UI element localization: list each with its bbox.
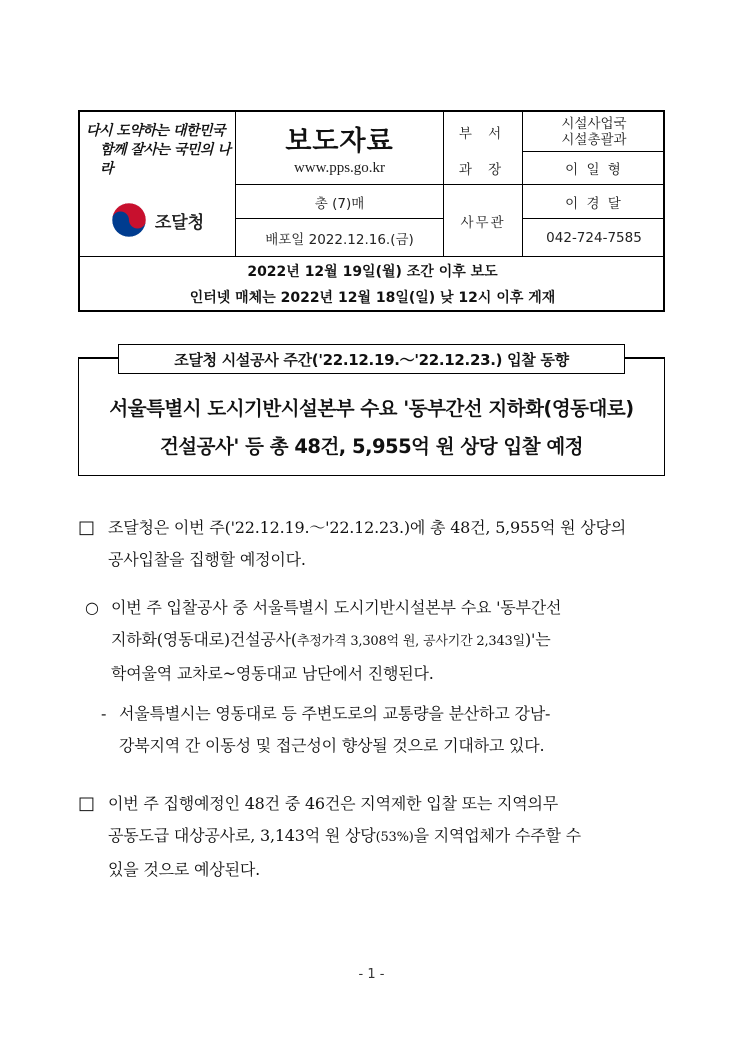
agency-name: 조달청: [154, 212, 205, 233]
taegeuk-emblem-icon: [111, 202, 147, 238]
paragraph-3-line1: 서울특별시는 영동대로 등 주변도로의 교통량을 분산하고 강남-: [119, 704, 551, 723]
headline: [78, 390, 665, 466]
headline-line1: 서울특별시 도시기반시설본부 수요 '동부간선 지하화(영동대로): [109, 397, 634, 420]
release-date: 배포일 2022.12.16.(금): [265, 231, 414, 248]
dept-value-line2: 시설총괄과: [561, 131, 627, 148]
paragraph-2-line2-b: )'는: [525, 630, 551, 649]
dept-value: [523, 112, 665, 151]
title-block: [236, 112, 443, 184]
paragraph-4-line1: 이번 주 집행예정인 48건 중 46건은 지역제한 입찰 또는 지역의무: [108, 794, 559, 813]
paragraph-4: [78, 788, 665, 886]
dept-value-line1: 시설사업국: [561, 115, 627, 132]
page-count: 총 (7)매: [314, 195, 365, 212]
paragraph-4-line2: [78, 820, 665, 854]
paragraph-1-line2: 공사입찰을 집행할 예정이다.: [108, 550, 306, 569]
embargo-notice: [80, 257, 665, 312]
slogan-line2: 함께 잘사는 국민의 나라: [100, 141, 231, 177]
website-url: www.pps.go.kr: [293, 160, 386, 176]
paragraph-2-line2: [85, 624, 665, 658]
dash-bullet: -: [101, 704, 107, 723]
paragraph-2-line1: 이번 주 입찰공사 중 서울특별시 도시기반시설본부 수요 '동부간선: [111, 598, 562, 617]
paragraph-3-line2: 강북지역 간 이동성 및 접근성이 향상될 것으로 기대하고 있다.: [119, 736, 545, 755]
officer-value: 이 경 달: [565, 195, 623, 212]
officer-label: 사무관: [460, 214, 506, 231]
director-value: 이 일 형: [565, 162, 623, 178]
share-percent: (53%): [375, 830, 414, 845]
paragraph-2-line2-a: 지하화(영동대로)건설공사(: [111, 630, 297, 649]
press-release-header: [78, 110, 665, 312]
phone-number: 042-724-7585: [546, 229, 642, 246]
circle-bullet: ○: [85, 598, 99, 617]
slogan-line1: 다시 도약하는 대한민국: [86, 122, 225, 139]
slogan: [86, 118, 232, 182]
paragraph-4-line3: 있을 것으로 예상된다.: [108, 860, 260, 879]
headline-line2: 건설공사' 등 총 48건, 5,955억 원 상당 입찰 예정: [159, 435, 584, 458]
embargo-line1: 2022년 12월 19일(월) 조간 이후 보도: [247, 263, 498, 280]
paragraph-1-line1: 조달청은 이번 주('22.12.19.～'22.12.23.)에 총 48건, 5,955억 원 상당의: [108, 518, 627, 537]
paragraph-3: [101, 698, 665, 762]
paragraph-1: [78, 512, 665, 576]
square-bullet: □: [78, 517, 95, 538]
agency-logo: [80, 184, 235, 256]
paragraph-4-line2-a: 공동도급 대상공사로, 3,143억 원 상당: [108, 826, 376, 845]
paragraph-4-line2-b: 을 지역업체가 수주할 수: [413, 826, 581, 845]
square-bullet: □: [78, 793, 95, 814]
estimate-detail: 추정가격 3,308억 원, 공사기간 2,343일: [296, 634, 525, 649]
director-label: 과 장: [458, 162, 508, 178]
dept-label: 부 서: [458, 125, 508, 142]
paragraph-2: [85, 592, 665, 690]
doc-type-title: 보도자료: [285, 126, 394, 157]
sub-title: 조달청 시설공사 주간('22.12.19.～'22.12.23.) 입찰 동향: [118, 344, 625, 374]
page-number: - 1 -: [358, 967, 385, 982]
paragraph-2-line3: 학여울역 교차로~영동대교 남단에서 진행된다.: [111, 664, 434, 683]
embargo-line2: 인터넷 매체는 2022년 12월 18일(일) 낮 12시 이후 게재: [189, 289, 556, 306]
